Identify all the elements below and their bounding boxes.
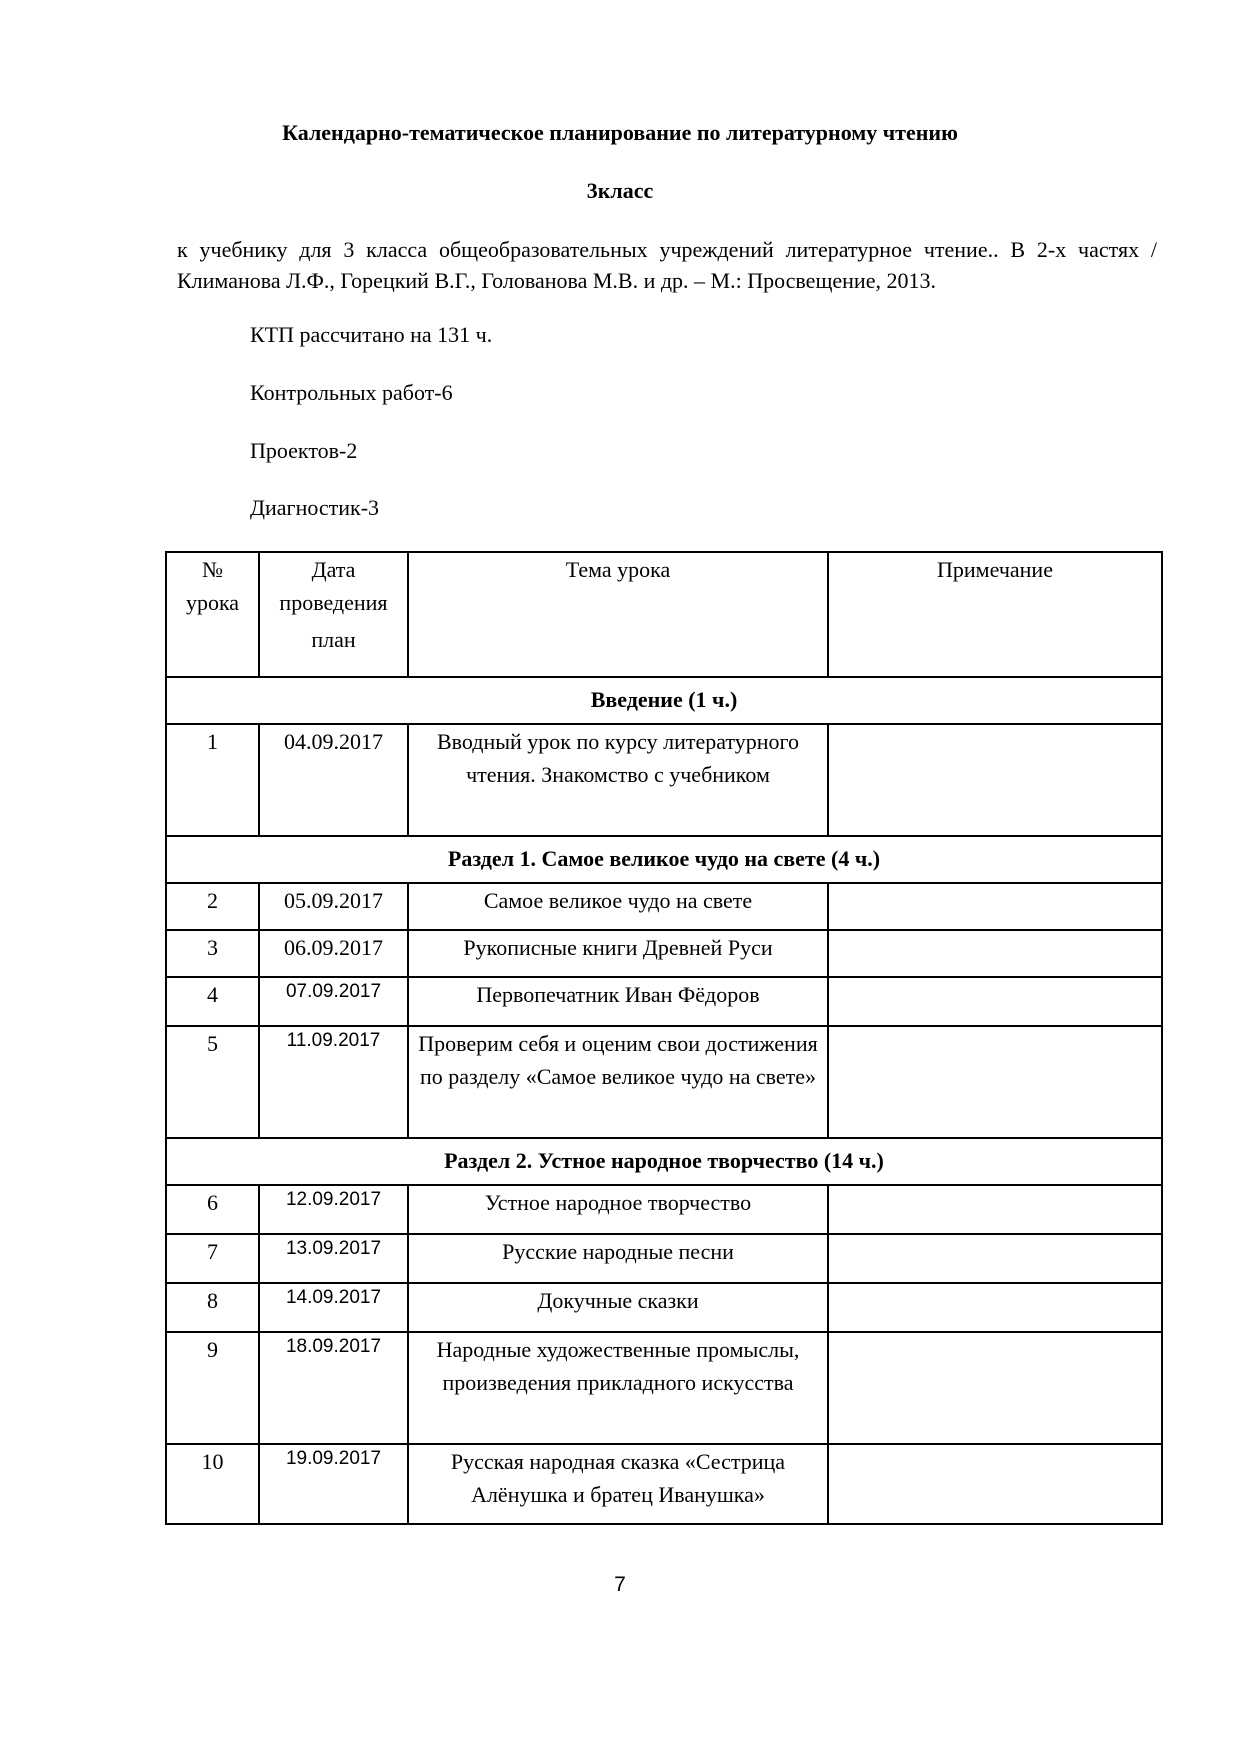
header-lesson-number: № урока <box>166 552 259 677</box>
lesson-note <box>828 724 1162 836</box>
lesson-topic: Самое великое чудо на свете <box>408 883 828 930</box>
page-number: 7 <box>614 1573 626 1596</box>
lesson-topic: Вводный урок по курсу литературного чтения. Знакомство с учебником <box>408 724 828 836</box>
header-note: Примечание <box>828 552 1162 677</box>
table-row <box>166 1026 1162 1138</box>
lesson-number: 7 <box>166 1234 259 1283</box>
document-title: Календарно-тематическое планирование по литературному чтению <box>282 120 958 145</box>
projects-count: Проектов-2 <box>250 438 358 463</box>
lesson-note <box>828 977 1162 1026</box>
lesson-plan-table <box>165 551 1163 1525</box>
table-row <box>166 1185 1162 1234</box>
document-subtitle: 3класс <box>586 178 654 203</box>
section-title: Раздел 1. Самое великое чудо на свете (4 ч.) <box>166 836 1162 883</box>
lesson-number: 3 <box>166 930 259 977</box>
lesson-number: 5 <box>166 1026 259 1138</box>
textbook-reference: к учебнику для 3 класса общеобразовательных учреждений литературное чтение.. В 2-х частях / Климанова Л.Ф., Горецкий В.Г., Голованова М.В. и др. – М.: Просвещение, 2013. <box>177 237 1157 293</box>
hours-total: КТП рассчитано на 131 ч. <box>250 322 493 347</box>
section-row <box>166 836 1162 883</box>
lesson-note <box>828 883 1162 930</box>
lesson-topic: Рукописные книги Древней Руси <box>408 930 828 977</box>
lesson-note <box>828 1185 1162 1234</box>
table-row <box>166 1234 1162 1283</box>
lesson-topic: Проверим себя и оценим свои достижения по разделу «Самое великое чудо на свете» <box>408 1026 828 1138</box>
lesson-number: 9 <box>166 1332 259 1444</box>
lesson-number: 1 <box>166 724 259 836</box>
table-row <box>166 1332 1162 1444</box>
header-date <box>259 552 408 677</box>
lesson-note <box>828 1444 1162 1524</box>
lesson-number: 6 <box>166 1185 259 1234</box>
lesson-topic: Докучные сказки <box>408 1283 828 1332</box>
table-row <box>166 977 1162 1026</box>
lesson-note <box>828 930 1162 977</box>
header-date-label: Дата проведения <box>279 557 388 615</box>
tests-count: Контрольных работ-6 <box>250 380 453 405</box>
lesson-number: 2 <box>166 883 259 930</box>
header-date-plan: план <box>311 627 356 652</box>
header-topic: Тема урока <box>408 552 828 677</box>
lesson-date: 11.09.2017 <box>259 1026 408 1138</box>
lesson-date: 14.09.2017 <box>259 1283 408 1332</box>
lesson-date: 19.09.2017 <box>259 1444 408 1524</box>
lesson-topic: Первопечатник Иван Фёдоров <box>408 977 828 1026</box>
lesson-note <box>828 1283 1162 1332</box>
lesson-number: 8 <box>166 1283 259 1332</box>
table-header-row <box>166 552 1162 677</box>
lesson-note <box>828 1026 1162 1138</box>
lesson-number: 4 <box>166 977 259 1026</box>
lesson-note <box>828 1234 1162 1283</box>
section-title: Введение (1 ч.) <box>166 677 1162 724</box>
diagnostics-count: Диагностик-3 <box>250 495 380 520</box>
table-row <box>166 1283 1162 1332</box>
lesson-date: 06.09.2017 <box>259 930 408 977</box>
lesson-date: 13.09.2017 <box>259 1234 408 1283</box>
table-row <box>166 1444 1162 1524</box>
section-row <box>166 1138 1162 1185</box>
lesson-topic: Народные художественные промыслы, произведения прикладного искусства <box>408 1332 828 1444</box>
lesson-topic: Русская народная сказка «Сестрица Алёнушка и братец Иванушка» <box>408 1444 828 1524</box>
lesson-date: 18.09.2017 <box>259 1332 408 1444</box>
table-row <box>166 930 1162 977</box>
lesson-date: 05.09.2017 <box>259 883 408 930</box>
lesson-number: 10 <box>166 1444 259 1524</box>
lesson-topic: Устное народное творчество <box>408 1185 828 1234</box>
lesson-date: 12.09.2017 <box>259 1185 408 1234</box>
lesson-date: 07.09.2017 <box>259 977 408 1026</box>
section-row <box>166 677 1162 724</box>
lesson-note <box>828 1332 1162 1444</box>
section-title: Раздел 2. Устное народное творчество (14 ч.) <box>166 1138 1162 1185</box>
table-row <box>166 724 1162 836</box>
lesson-date: 04.09.2017 <box>259 724 408 836</box>
lesson-topic: Русские народные песни <box>408 1234 828 1283</box>
table-row <box>166 883 1162 930</box>
